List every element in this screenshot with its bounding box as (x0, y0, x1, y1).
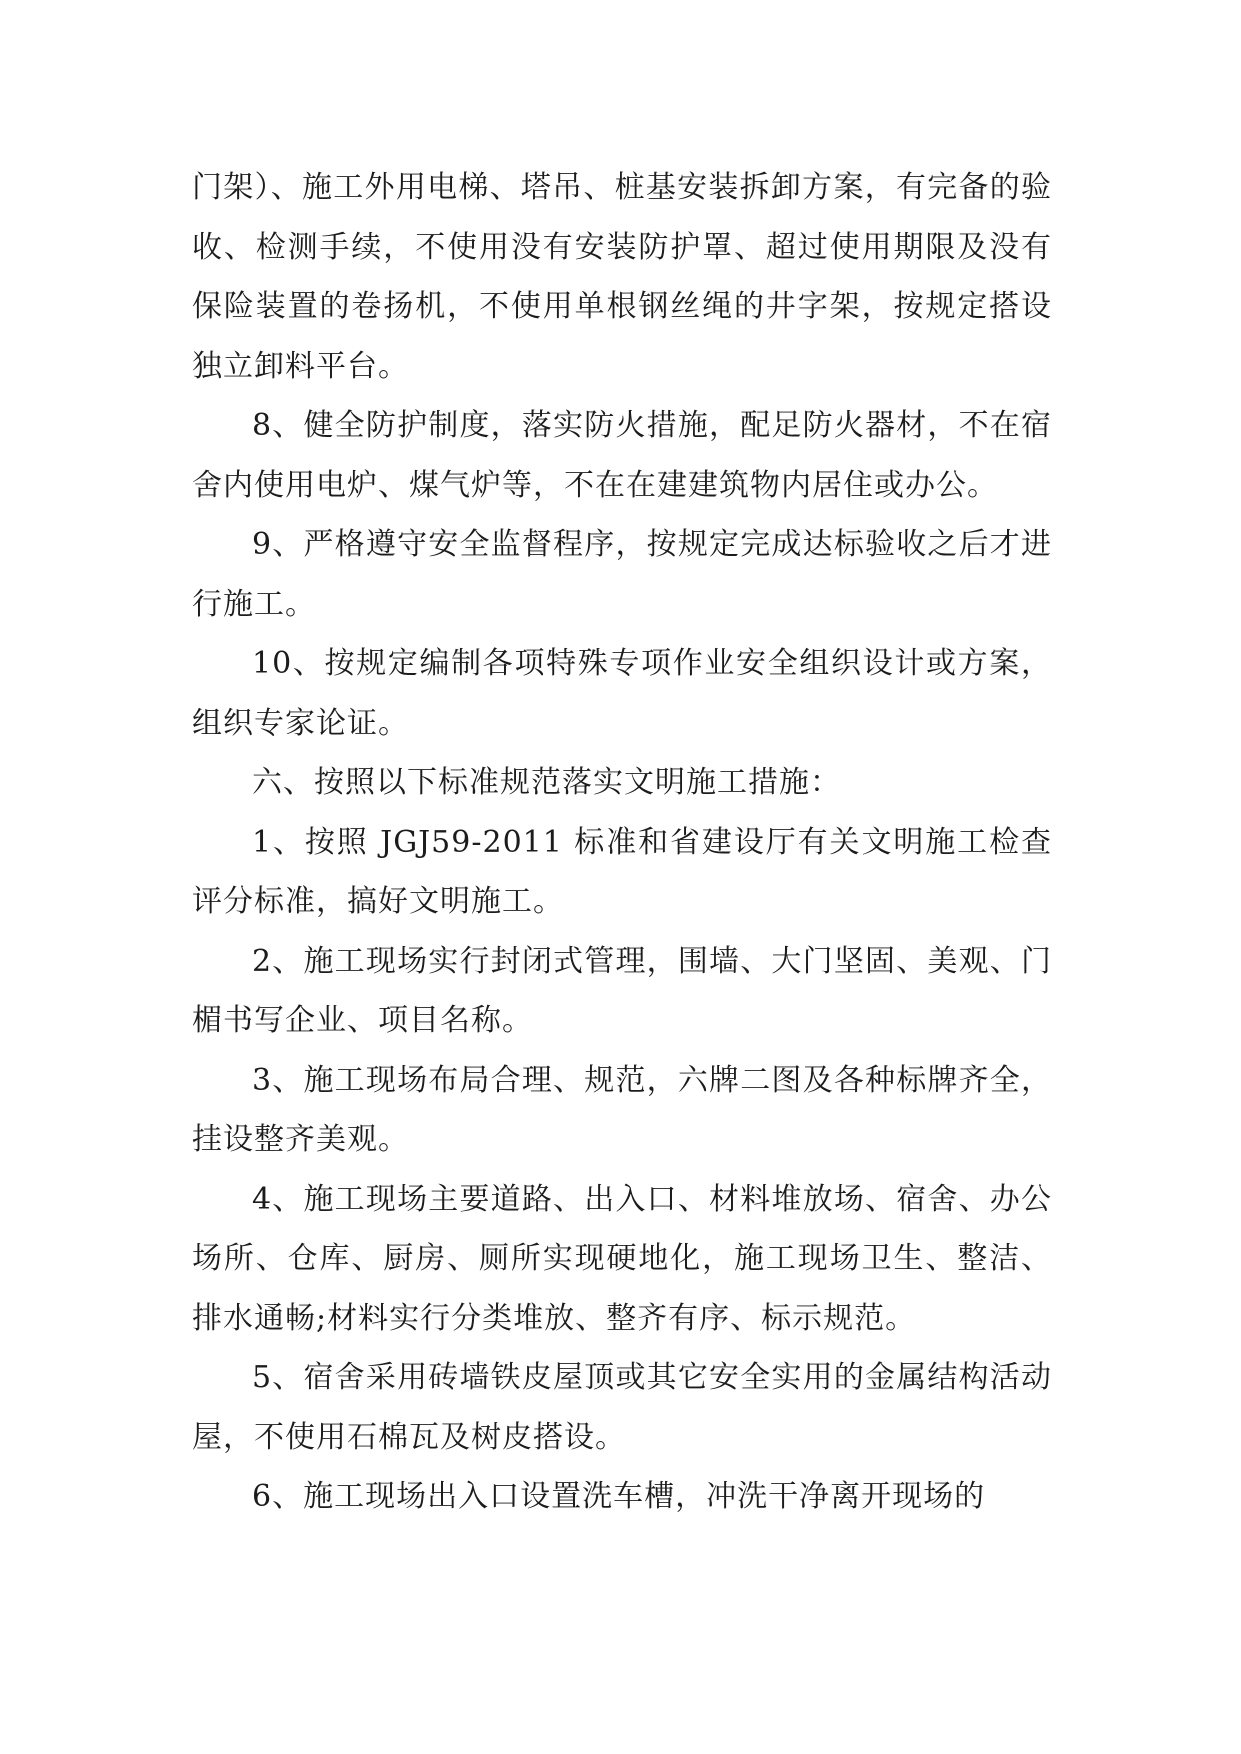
paragraph-continuation: 门架）、施工外用电梯、塔吊、桩基安装拆卸方案，有完备的验收、检测手续，不使用没有安装防护罩、超过使用期限及没有保险装置的卷扬机，不使用单根钢丝绳的井字架，按规定搭设独立卸料平台。 (192, 170, 1052, 384)
paragraph-civil-2: 2、施工现场实行封闭式管理，围墙、大门坚固、美观、门楣书写企业、项目名称。 (192, 943, 1052, 1038)
document-body (192, 158, 1052, 1527)
paragraph-item-8: 8、健全防护制度，落实防火措施，配足防火器材，不在宿舍内使用电炉、煤气炉等，不在在建建筑物内居住或办公。 (192, 408, 1052, 503)
paragraph-civil-5: 5、宿舍采用砖墙铁皮屋顶或其它安全实用的金属结构活动屋，不使用石棉瓦及树皮搭设。 (192, 1360, 1052, 1455)
paragraph-item-10: 10、按规定编制各项特殊专项作业安全组织设计或方案，组织专家论证。 (192, 646, 1052, 741)
paragraph-civil-4: 4、施工现场主要道路、出入口、材料堆放场、宿舍、办公场所、仓库、厨房、厕所实现硬地化，施工现场卫生、整洁、排水通畅;材料实行分类堆放、整齐有序、标示规范。 (192, 1181, 1052, 1336)
paragraph-item-9: 9、严格遵守安全监督程序，按规定完成达标验收之后才进行施工。 (192, 527, 1052, 622)
paragraph-civil-6: 6、施工现场出入口设置洗车槽，冲洗干净离开现场的 (252, 1479, 986, 1514)
paragraph-civil-1: 1、按照 JGJ59-2011 标准和省建设厅有关文明施工检查评分标准，搞好文明施工。 (192, 824, 1052, 919)
paragraph-civil-3: 3、施工现场布局合理、规范，六牌二图及各种标牌齐全，挂设整齐美观。 (192, 1062, 1052, 1157)
section-heading-6: 六、按照以下标准规范落实文明施工措施： (252, 765, 841, 800)
